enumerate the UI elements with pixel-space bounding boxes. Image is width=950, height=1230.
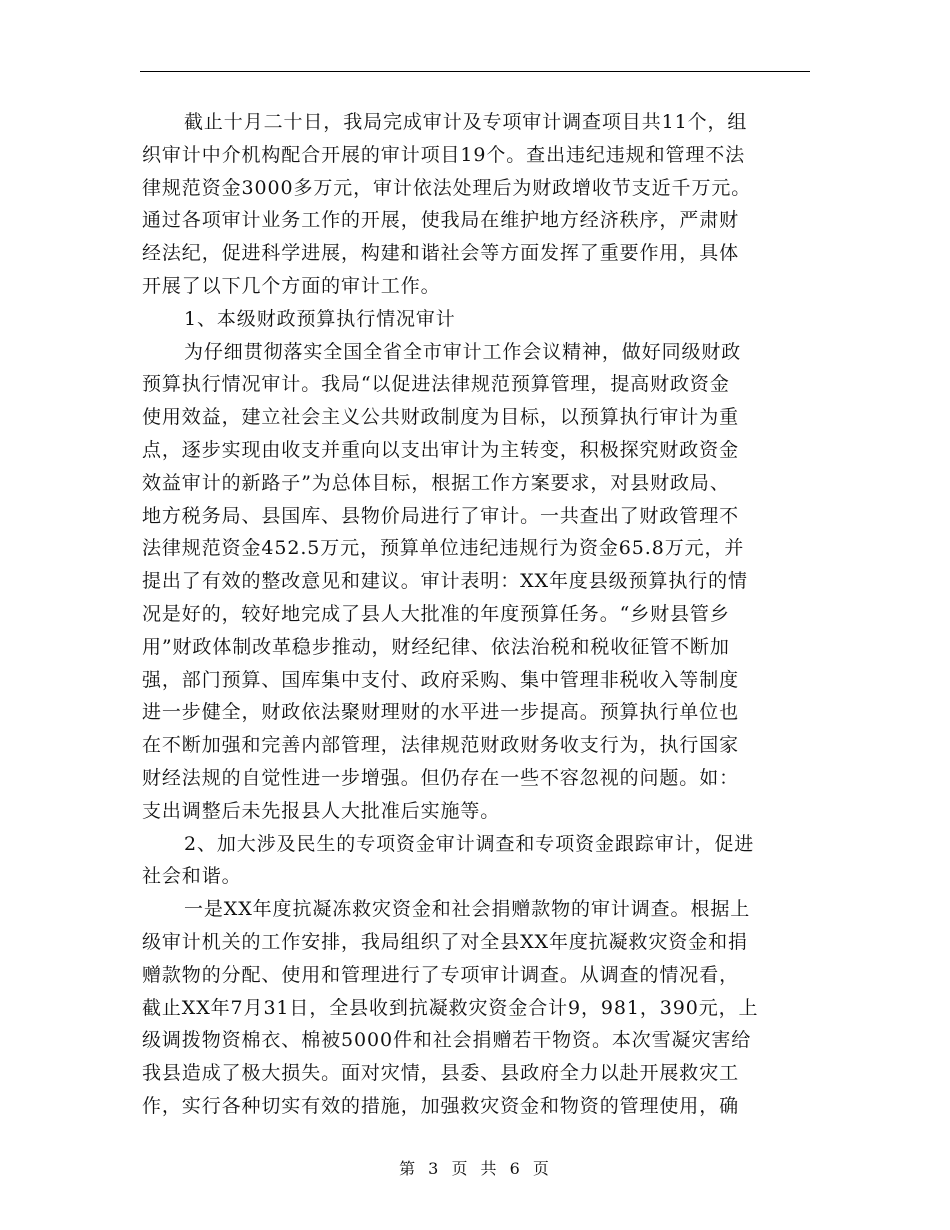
- text-line: 为仔细贯彻落实全国全省全市审计工作会议精神，做好同级财政: [184, 340, 742, 363]
- page-footer: 第 3 页 共 6 页: [399, 1159, 551, 1178]
- body-text: [142, 106, 812, 1123]
- text-line: 律规范资金3000多万元，审计依法处理后为财政增收节支近千万元。: [142, 176, 752, 199]
- text-line: 我县造成了极大损失。面对灾情，县委、县政府全力以赴开展救灾工: [142, 1062, 740, 1085]
- text-line: 地方税务局、县国库、县物价局进行了审计。一共查出了财政管理不: [142, 504, 740, 527]
- text-line: 一是XX年度抗凝冻救灾资金和社会捐赠款物的审计调查。根据上: [184, 898, 751, 921]
- text-line: 织审计中介机构配合开展的审计项目19个。查出违纪违规和管理不法: [142, 143, 746, 166]
- text-line: 作，实行各种切实有效的措施，加强救灾资金和物资的管理使用，确: [142, 1094, 740, 1117]
- header-rule: [140, 71, 810, 72]
- text-line: 况是好的，较好地完成了县人大批准的年度预算任务。“乡财县管乡: [142, 602, 730, 625]
- text-line: 进一步健全，财政依法聚财理财的水平进一步提高。预算执行单位也: [142, 701, 740, 724]
- text-line: 财经法规的自觉性进一步增强。但仍存在一些不容忽视的问题。如：: [142, 766, 740, 789]
- text-line: 点，逐步实现由收支并重向以支出审计为主转变，积极探究财政资金: [142, 438, 740, 461]
- text-line: 提出了有效的整改意见和建议。审计表明：XX年度县级预算执行的情: [142, 570, 748, 593]
- text-line: 用”财政体制改革稳步推动，财经纪律、依法治税和税收征管不断加: [142, 635, 730, 658]
- text-line: 截止十月二十日，我局完成审计及专项审计调查项目共11个，组: [184, 111, 748, 133]
- text-line: 级调拨物资棉衣、棉被5000件和社会捐赠若干物资。本次雪凝灾害给: [142, 1029, 752, 1052]
- section-heading: 1、本级财政预算执行情况审计: [184, 307, 456, 330]
- text-line: 预算执行情况审计。我局“以促进法律规范预算管理，提高财政资金: [142, 373, 730, 396]
- text-line: 效益审计的新路子”为总体目标，根据工作方案要求，对县财政局、: [142, 471, 730, 494]
- text-line: 级审计机关的工作安排，我局组织了对全县XX年度抗凝救灾资金和捐: [142, 930, 748, 953]
- text-line: 使用效益，建立社会主义公共财政制度为目标，以预算执行审计为重: [142, 406, 740, 429]
- section-heading: 2、加大涉及民生的专项资金审计调查和专项资金跟踪审计，促进: [184, 832, 755, 855]
- text-line: 在不断加强和完善内部管理，法律规范财政财务收支行为，执行国家: [142, 734, 740, 757]
- text-line: 开展了以下几个方面的审计工作。: [142, 274, 441, 297]
- section-heading: 社会和谐。: [142, 865, 242, 888]
- text-line: 赠款物的分配、使用和管理进行了专项审计调查。从调查的情况看，: [142, 963, 740, 986]
- text-line: 强，部门预算、国库集中支付、政府采购、集中管理非税收入等制度: [142, 668, 740, 691]
- text-line: 法律规范资金452.5万元，预算单位违纪违规行为资金65.8万元，并: [142, 537, 745, 560]
- text-line: 通过各项审计业务工作的开展，使我局在维护地方经济秩序，严肃财: [142, 209, 740, 232]
- text-line: 支出调整后未先报县人大批准后实施等。: [142, 799, 501, 822]
- text-line: 截止XX年7月31日，全县收到抗凝救灾资金合计9，981，390元，上: [142, 996, 759, 1019]
- text-line: 经法纪，促进科学进展，构建和谐社会等方面发挥了重要作用，具体: [142, 242, 740, 265]
